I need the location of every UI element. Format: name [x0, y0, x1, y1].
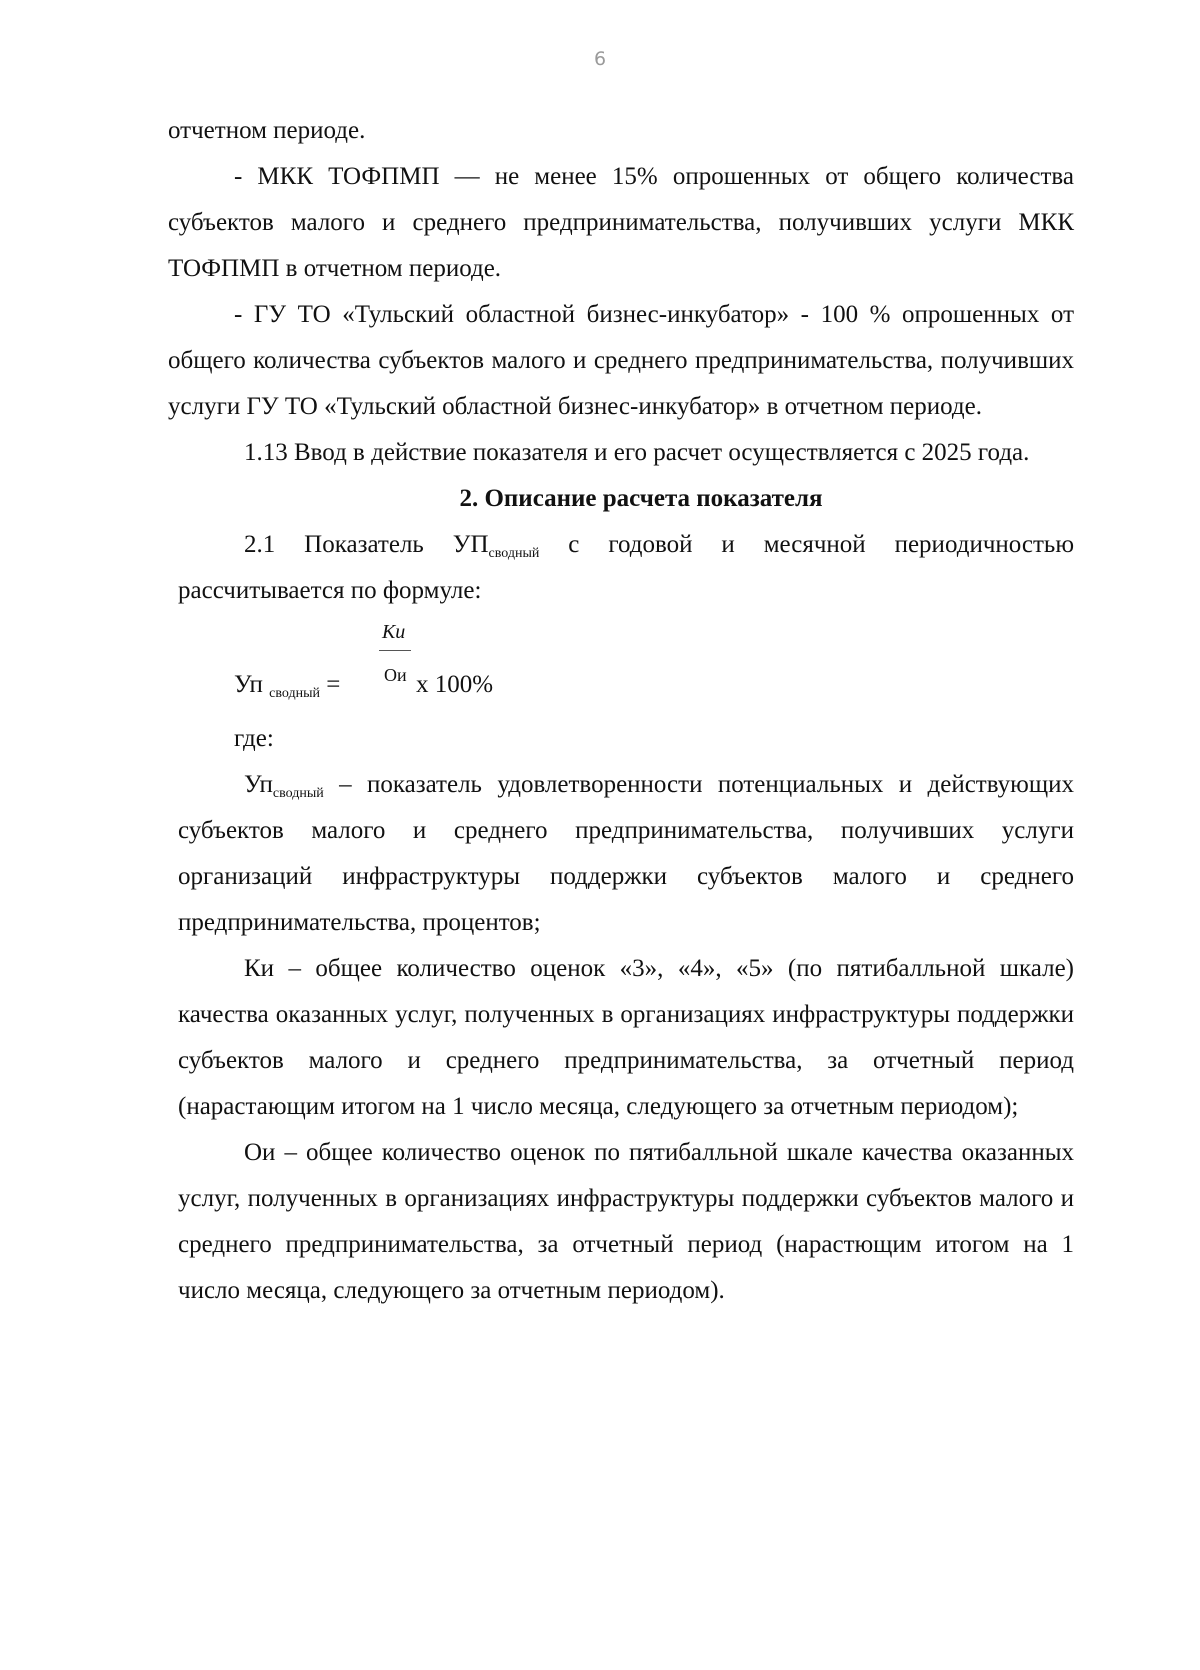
definition-up-sub: сводный [272, 786, 324, 801]
document-body [168, 108, 1074, 1314]
fraction-bar [379, 650, 411, 651]
formula [234, 614, 1074, 716]
definition-up-text: – показатель удовлетворенности потенциальных и действующих субъектов малого и среднего предпринимательства, получивших услуги организаций инфраструктуры поддержки субъектов малого и среднего предпринимательства, процентов; [178, 771, 1074, 936]
intro-subscript: сводный [488, 546, 540, 561]
formula-denominator: Ои [384, 665, 407, 685]
intro-before: 2.1 Показатель УП [244, 531, 489, 558]
formula-lhs-sub: сводный [269, 686, 320, 701]
where-label: где: [234, 725, 274, 752]
formula-lhs-main: Уп [234, 671, 263, 698]
formula-lhs [234, 670, 340, 700]
definition-k-symbol: Ки [244, 955, 275, 982]
paragraph-2-1 [168, 522, 1074, 614]
formula-equals: = [326, 671, 341, 698]
definition-o-symbol: Ои [244, 1139, 276, 1166]
paragraph-business-incubator: - ГУ ТО «Тульский областной бизнес-инкубатор» - 100 % опрошенных от общего количества субъектов малого и среднего предпринимательства, получивших услуги ГУ ТО «Тульский областной бизнес-инкубатор» в отчетном периоде. [168, 301, 1074, 420]
section-heading: 2. Описание расчета показателя [459, 485, 823, 512]
paragraph-continuation: отчетном периоде. [168, 117, 366, 144]
page-number: 6 [593, 48, 607, 70]
formula-multiplier: х 100% [416, 671, 494, 698]
definition-up [168, 762, 1074, 946]
intro-after: с годовой и месячной периодичностью рассчитывается по формуле: [178, 531, 1074, 604]
paragraph-1-13: 1.13 Ввод в действие показателя и его расчет осуществляется с 2025 года. [244, 439, 1030, 466]
formula-numerator: Ки [382, 621, 406, 643]
definition-o [168, 1130, 1074, 1314]
definition-k-text: – общее количество оценок «3», «4», «5» (по пятибалльной шкале) качества оказанных услуг, полученных в организациях инфраструктуры поддержки субъектов малого и среднего предпринимательства, за отчетный период (нарастающим итогом на 1 число месяца, следующего за отчетным периодом); [178, 955, 1074, 1120]
definition-o-text: – общее количество оценок по пятибалльной шкале качества оказанных услуг, полученных в организациях инфраструктуры поддержки субъектов малого и среднего предпринимательства, за отчетный период (нарастющим итогом на 1 число месяца, следующего за отчетным периодом). [178, 1139, 1074, 1304]
definition-up-symbol: Уп [244, 771, 273, 798]
definition-k [168, 946, 1074, 1130]
paragraph-mkk-tofpmp: - МКК ТОФПМП — не менее 15% опрошенных от общего количества субъектов малого и среднего предпринимательства, получивших услуги МКК ТОФПМП в отчетном периоде. [168, 163, 1074, 282]
